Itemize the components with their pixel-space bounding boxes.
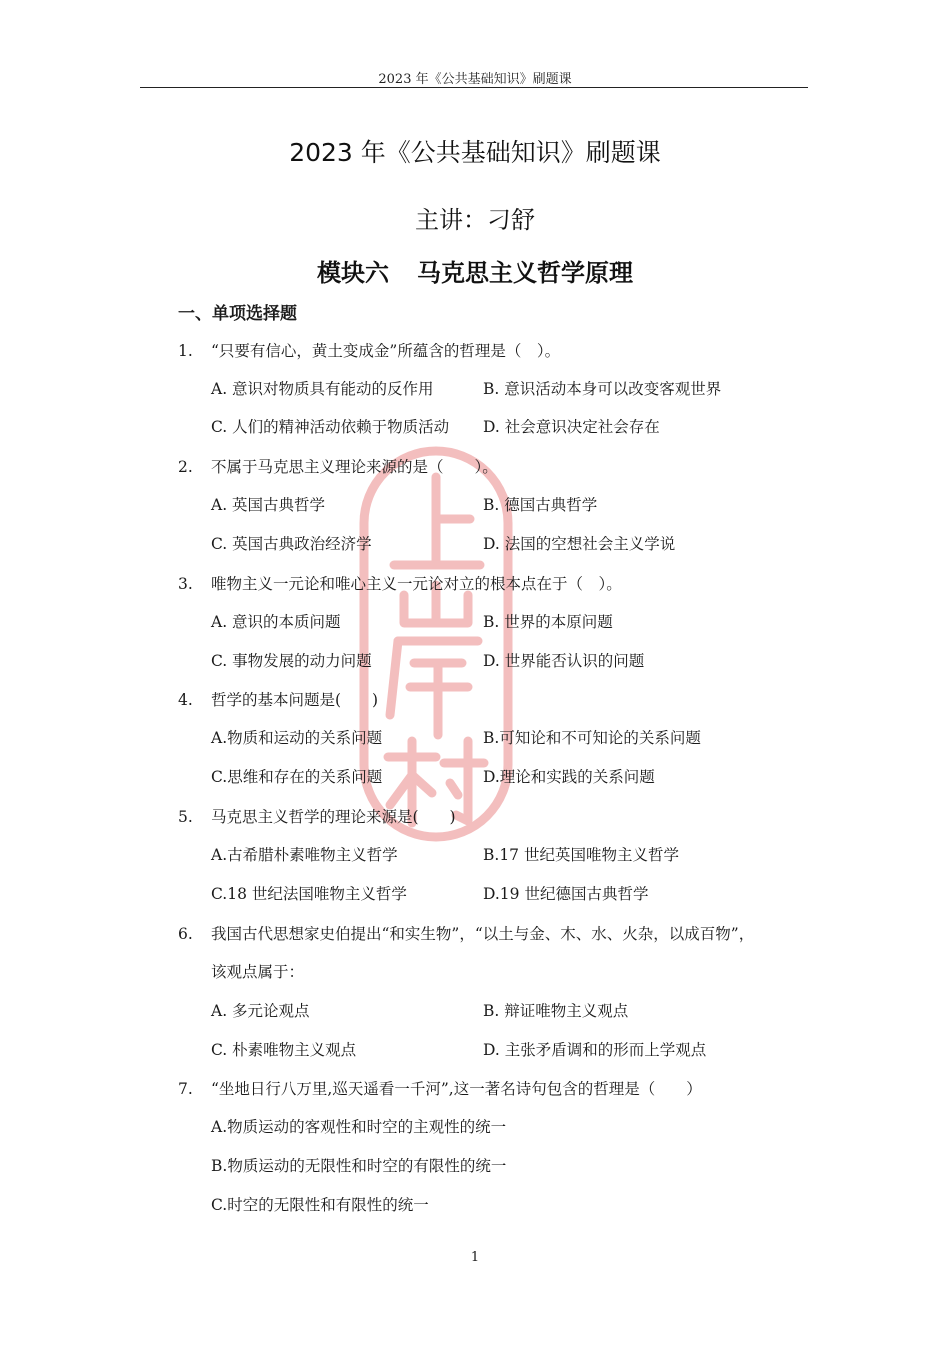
question-stem: 唯物主义一元论和唯心主义一元论对立的根本点在于（ ）。 bbox=[211, 575, 622, 593]
option-c: C.18 世纪法国唯物主义哲学 bbox=[211, 885, 407, 903]
option-d: D.19 世纪德国古典哲学 bbox=[483, 885, 649, 903]
lecturer-line: 主讲：刁舒 bbox=[415, 206, 535, 234]
option-d: D.理论和实践的关系问题 bbox=[483, 768, 655, 786]
option-c: C.时空的无限性和有限性的统一 bbox=[211, 1196, 429, 1214]
question-number: 2. bbox=[178, 458, 193, 476]
option-d: D. 世界能否认识的问题 bbox=[483, 652, 645, 670]
section-heading: 一、单项选择题 bbox=[178, 304, 297, 324]
question-stem: 不属于马克思主义理论来源的是（ ）。 bbox=[211, 458, 498, 476]
question-stem: “坐地日行八万里,巡天遥看一千河”,这一著名诗句包含的哲理是（ ） bbox=[211, 1080, 702, 1098]
question-stem: 哲学的基本问题是( ) bbox=[211, 691, 379, 709]
option-a: A.物质和运动的关系问题 bbox=[211, 729, 383, 747]
option-b: B. 德国古典哲学 bbox=[483, 496, 598, 514]
question-stem: 马克思主义哲学的理论来源是( ) bbox=[211, 808, 456, 826]
question-stem-continued: 该观点属于： bbox=[211, 963, 305, 981]
option-c: C. 人们的精神活动依赖于物质活动 bbox=[211, 418, 450, 436]
question-number: 6. bbox=[178, 925, 193, 943]
option-d: D. 法国的空想社会主义学说 bbox=[483, 535, 676, 553]
header-rule bbox=[140, 87, 808, 88]
option-a: A. 英国古典哲学 bbox=[211, 496, 326, 514]
option-c: C. 事物发展的动力问题 bbox=[211, 652, 372, 670]
option-b: B.物质运动的无限性和时空的有限性的统一 bbox=[211, 1157, 507, 1175]
question-number: 4. bbox=[178, 691, 193, 709]
question-number: 5. bbox=[178, 808, 193, 826]
option-a: A. 多元论观点 bbox=[211, 1002, 310, 1020]
module-title bbox=[0, 253, 950, 288]
module-name: 马克思主义哲学原理 bbox=[417, 259, 633, 287]
question-number: 3. bbox=[178, 575, 193, 593]
question-number: 7. bbox=[178, 1080, 193, 1098]
question-stem: 我国古代思想家史伯提出“和实生物”，“以土与金、木、水、火杂，以成百物”， bbox=[211, 925, 755, 943]
option-c: C. 朴素唯物主义观点 bbox=[211, 1041, 357, 1059]
option-b: B.17 世纪英国唯物主义哲学 bbox=[483, 846, 679, 864]
page-number: 1 bbox=[470, 1250, 480, 1265]
module-label: 模块六 bbox=[317, 259, 389, 287]
option-d: D. 主张矛盾调和的形而上学观点 bbox=[483, 1041, 707, 1059]
running-header: 2023 年《公共基础知识》刷题课 bbox=[378, 72, 572, 87]
option-a: A. 意识对物质具有能动的反作用 bbox=[211, 380, 434, 398]
option-a: A.古希腊朴素唯物主义哲学 bbox=[211, 846, 398, 864]
option-a: A. 意识的本质问题 bbox=[211, 613, 341, 631]
option-c: C. 英国古典政治经济学 bbox=[211, 535, 372, 553]
option-c: C.思维和存在的关系问题 bbox=[211, 768, 383, 786]
option-a: A.物质运动的客观性和时空的主观性的统一 bbox=[211, 1118, 507, 1136]
document-title: 2023 年《公共基础知识》刷题课 bbox=[289, 138, 661, 167]
question-number: 1. bbox=[178, 342, 193, 360]
option-b: B. 世界的本原问题 bbox=[483, 613, 613, 631]
option-b: B.可知论和不可知论的关系问题 bbox=[483, 729, 701, 747]
option-b: B. 意识活动本身可以改变客观世界 bbox=[483, 380, 722, 398]
option-d: D. 社会意识决定社会存在 bbox=[483, 418, 660, 436]
option-b: B. 辩证唯物主义观点 bbox=[483, 1002, 629, 1020]
question-stem: “只要有信心，黄土变成金”所蕴含的哲理是（ ）。 bbox=[211, 342, 561, 360]
